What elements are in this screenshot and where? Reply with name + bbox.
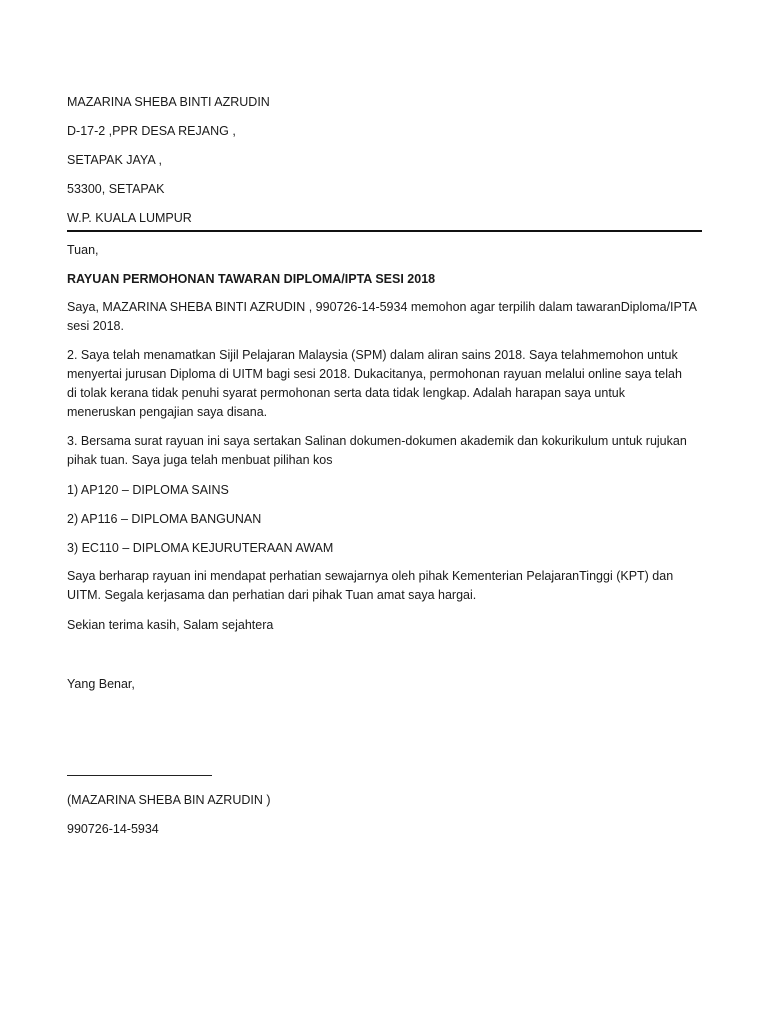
sender-address-line2: SETAPAK JAYA , bbox=[67, 153, 162, 167]
paragraph-4-line: Saya berharap rayuan ini mendapat perhatian sewajarnya oleh pihak Kementerian PelajaranTinggi (KPT) dan bbox=[67, 569, 674, 583]
course-choice-3: 3) EC110 – DIPLOMA KEJURUTERAAN AWAM bbox=[67, 541, 334, 555]
course-choice-2: 2) AP116 – DIPLOMA BANGUNAN bbox=[67, 512, 262, 526]
letter-subject: RAYUAN PERMOHONAN TAWARAN DIPLOMA/IPTA SESI 2018 bbox=[67, 272, 436, 286]
course-choice-1: 1) AP120 – DIPLOMA SAINS bbox=[67, 483, 229, 497]
paragraph-2-line: menyertai jurusan Diploma di UITM bagi sesi 2018. Dukacitanya, permohonan rayuan melalui online saya telah bbox=[67, 367, 682, 381]
signature-line bbox=[67, 775, 212, 776]
paragraph-2 bbox=[67, 346, 707, 422]
paragraph-2-line: di tolak kerana tidak penuhi syarat permohonan serta data tidak lengkap. Adalah harapan saya untuk bbox=[67, 386, 626, 400]
signature-ic-number: 990726-14-5934 bbox=[67, 822, 159, 836]
paragraph-3-line: pihak tuan. Saya juga telah menbuat pilihan kos bbox=[67, 453, 333, 467]
paragraph-3 bbox=[67, 432, 707, 470]
paragraph-2-line: 2. Saya telah menamatkan Sijil Pelajaran Malaysia (SPM) dalam aliran sains 2018. Saya telahmemohon untuk bbox=[67, 348, 678, 362]
header-divider bbox=[67, 230, 702, 232]
sender-address-line1: D-17-2 ,PPR DESA REJANG , bbox=[67, 124, 236, 138]
salutation: Tuan, bbox=[67, 243, 99, 257]
signoff: Yang Benar, bbox=[67, 677, 135, 691]
paragraph-1-line: Saya, MAZARINA SHEBA BINTI AZRUDIN , 990726-14-5934 memohon agar terpilih dalam tawaranDiploma/IPTA bbox=[67, 300, 697, 314]
paragraph-1-line: sesi 2018. bbox=[67, 319, 124, 333]
paragraph-4 bbox=[67, 567, 707, 605]
paragraph-3-line: 3. Bersama surat rayuan ini saya sertakan Salinan dokumen-dokumen akademik dan kokurikulum untuk rujukan bbox=[67, 434, 687, 448]
sender-address-line3: 53300, SETAPAK bbox=[67, 182, 165, 196]
paragraph-1 bbox=[67, 298, 707, 336]
closing-line: Sekian terima kasih, Salam sejahtera bbox=[67, 618, 274, 632]
paragraph-2-line: meneruskan pengajian saya disana. bbox=[67, 405, 268, 419]
sender-name: MAZARINA SHEBA BINTI AZRUDIN bbox=[67, 95, 270, 109]
paragraph-4-line: UITM. Segala kerjasama dan perhatian dari pihak Tuan amat saya hargai. bbox=[67, 588, 477, 602]
signature-name: (MAZARINA SHEBA BIN AZRUDIN ) bbox=[67, 793, 271, 807]
sender-address-line4: W.P. KUALA LUMPUR bbox=[67, 211, 192, 225]
